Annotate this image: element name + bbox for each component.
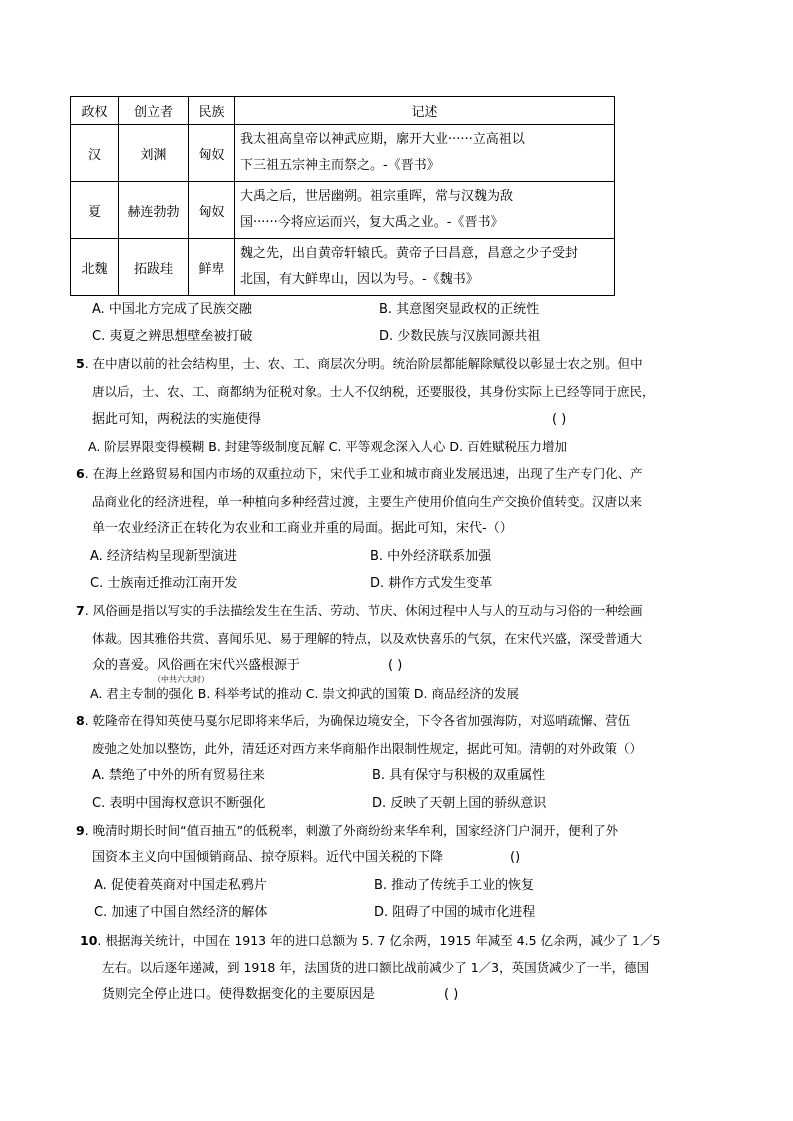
q6-text: . 在海上丝路贸易和国内市场的双重拉动下，宋代手工业和城市商业发展迅速，出现了生产专门化、产 (84, 466, 643, 481)
q7-number: 7 (76, 603, 85, 618)
q5-answer-paren: ( ) (552, 412, 567, 427)
q8-option-d[interactable]: D. 反映了天朝上国的骄纵意识 (372, 796, 547, 811)
ethnicity-cell: 鲜卑 (189, 239, 235, 296)
q7-stem-line: 体裁。因其雅俗共赏、喜闻乐见、易于理解的特点，以及欢快喜乐的气氛，在宋代兴盛，深受普通大 (92, 631, 643, 646)
table-row (71, 125, 615, 182)
q7-options[interactable]: A. 君主专制的强化 B. 科举考试的推动 C. 崇文抑武的国策 D. 商品经济的发展 (90, 686, 519, 701)
header-regime: 政权 (71, 97, 119, 125)
record-line: 大禹之后，世居幽朔。祖宗重晖，常与汉魏为敌 (240, 189, 514, 204)
q9-option-b[interactable]: B. 推动了传统手工业的恢复 (374, 878, 535, 893)
q4-option-c[interactable]: C. 夷夏之辨思想壁垒被打破 (92, 329, 253, 344)
q9-option-a[interactable]: A. 促使着英商对中国走私鸦片 (94, 878, 267, 893)
q5-text: . 在中唐以前的社会结构里，士、农、工、商层次分明。统治阶层都能解除赋役以彰显士农之别。但中 (84, 356, 643, 371)
table-row (71, 239, 615, 296)
record-line: 魏之先，出自黄帝轩辕氏。黄帝子曰昌意，昌意之少子受封 (240, 246, 579, 261)
record-cell (235, 239, 615, 296)
q4-option-a[interactable]: A. 中国北方完成了民族交融 (92, 302, 252, 317)
q9-stem-line (76, 822, 618, 840)
q9-option-d[interactable]: D. 阻碍了中国的城市化进程 (374, 905, 536, 920)
q5-number: 5 (76, 356, 85, 371)
record-cell (235, 182, 615, 239)
table-header-row (71, 97, 615, 125)
founder-cell: 刘渊 (119, 125, 189, 182)
q9-number: 9 (76, 823, 85, 838)
q6-option-d[interactable]: D. 耕作方式发生变革 (370, 576, 493, 591)
record-line: 国······今将应运而兴，复大禹之业。-《晋书》 (240, 215, 504, 230)
q5-stem-line: 唐以后，士、农、工、商都纳为征税对象。士人不仅纳税，还要服役，其身份实际上已经等同于庶民， (92, 384, 655, 399)
q10-text: . 根据海关统计，中国在 1913 年的进口总额为 5. 7 亿余两，1915 年减至 4.5 亿余两，减少了 1／5 (97, 933, 661, 948)
q4-option-d[interactable]: D. 少数民族与汉族同源共祖 (379, 329, 541, 344)
q9-text: . 晚清时期长时间“值百抽五”的低税率，刺激了外商纷纷来华牟利，国家经济门户洞开，便利了外 (84, 823, 619, 838)
q9-answer-paren: () (510, 850, 521, 865)
record-line: 下三祖五宗神主而祭之。-《晋书》 (240, 158, 440, 173)
founder-cell: 赫连勃勃 (119, 182, 189, 239)
q10-answer-paren: ( ) (444, 987, 459, 1002)
q9-stem-line: 国资本主义向中国倾销商品、掠夺原料。近代中国关税的下降 (92, 850, 444, 865)
ethnicity-cell: 匈奴 (189, 182, 235, 239)
q6-option-b[interactable]: B. 中外经济联系加强 (370, 549, 492, 564)
record-line: 我太祖高皇帝以神武应期，廓开大业······立高祖以 (240, 132, 525, 147)
header-record: 记述 (235, 97, 615, 125)
regime-cell: 汉 (71, 125, 119, 182)
q6-stem-line (76, 465, 643, 483)
regime-cell: 夏 (71, 182, 119, 239)
q6-option-a[interactable]: A. 经济结构呈现新型演进 (90, 549, 237, 564)
q7-answer-paren: ( ) (388, 658, 403, 673)
record-line: 北国，有大鲜卑山，因以为号。-《魏书》 (240, 272, 479, 287)
q8-stem-line: 废弛之处加以整饬，此外，清廷还对西方来华商船作出限制性规定，据此可知。清朝的对外政策（） (92, 741, 643, 756)
q7-note: （中共六大时） (153, 675, 209, 684)
header-founder: 创立者 (119, 97, 189, 125)
regime-table (70, 96, 615, 296)
founder-cell: 拓跋珪 (119, 239, 189, 296)
q6-option-c[interactable]: C. 士族南迁推动江南开发 (90, 576, 238, 591)
table-row (71, 182, 615, 239)
q10-stem-line: 货则完全停止进口。使得数据变化的主要原因是 (102, 987, 376, 1002)
q6-stem-line: 品商业化的经济进程，单一种植向多种经营过渡，主要生产使用价值向生产交换价值转变。汉唐以来 (92, 494, 643, 509)
regime-cell: 北魏 (71, 239, 119, 296)
q8-option-b[interactable]: B. 具有保守与积极的双重属性 (372, 768, 546, 783)
q7-stem-line (76, 602, 643, 620)
header-ethnicity: 民族 (189, 97, 235, 125)
q5-options[interactable]: A. 阶层界限变得模糊 B. 封建等级制度瓦解 C. 平等观念深入人心 D. 百姓赋税压力增加 (88, 439, 567, 454)
q8-option-a[interactable]: A. 禁绝了中外的所有贸易往来 (92, 768, 265, 783)
q6-number: 6 (76, 466, 85, 481)
q9-option-c[interactable]: C. 加速了中国自然经济的解体 (94, 905, 268, 920)
q7-stem-line: 众的喜爱。风俗画在宋代兴盛根源于 (92, 658, 301, 673)
q7-text: . 风俗画是指以写实的手法描绘发生在生活、劳动、节庆、休闲过程中人与人的互动与习俗的一种绘画 (84, 603, 643, 618)
q8-stem-line (76, 712, 630, 730)
ethnicity-cell: 匈奴 (189, 125, 235, 182)
q6-stem-line: 单一农业经济正在转化为农业和工商业并重的局面。据此可知，宋代-（） (92, 521, 513, 536)
q5-stem-line (76, 355, 643, 373)
record-cell (235, 125, 615, 182)
q8-option-c[interactable]: C. 表明中国海权意识不断强化 (92, 796, 266, 811)
q8-number: 8 (76, 713, 85, 728)
q4-option-b[interactable]: B. 其意图突显政权的正统性 (379, 302, 540, 317)
q5-stem-line: 据此可知，两税法的实施使得 (92, 412, 262, 427)
q10-stem-line (80, 932, 660, 950)
q10-stem-line: 左右。以后逐年递减，到 1918 年，法国货的进口额比战前减少了 1／3，英国货减少了一半，德国 (102, 960, 650, 975)
q10-number: 10 (80, 933, 98, 948)
q8-text: . 乾隆帝在得知英使马戛尔尼即将来华后，为确保边境安全，下令各省加强海防，对巡哨疏懈、营伍 (84, 713, 631, 728)
